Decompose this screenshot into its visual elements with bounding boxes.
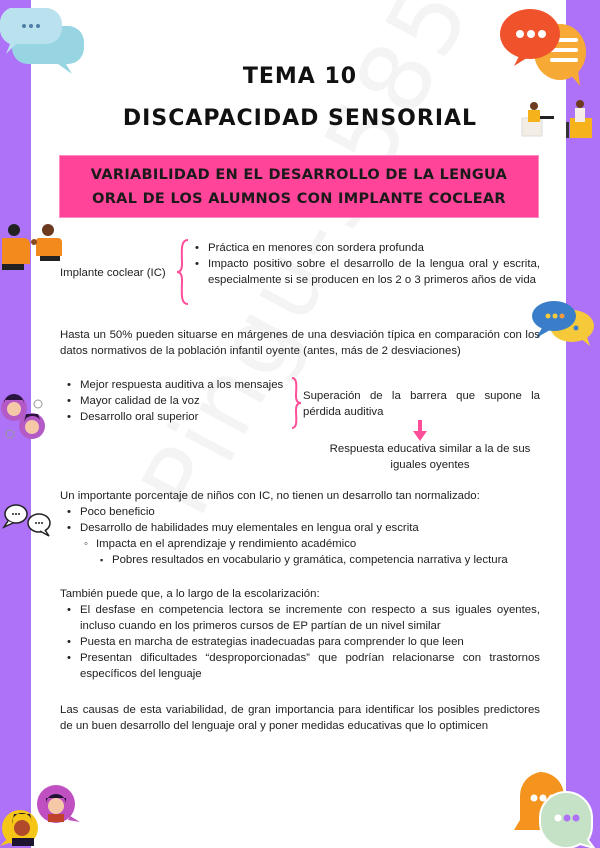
list-item: • Mejor respuesta auditiva a los mensajes (62, 377, 302, 393)
right-brace-icon (290, 376, 302, 430)
list-item: • Poco beneficio (62, 504, 542, 520)
list-item: • Desarrollo de habilidades muy elementales en lengua oral y escrita (62, 520, 542, 536)
chat-avatars-icon (0, 392, 50, 442)
not-normal-sublist (62, 536, 542, 552)
list-item: ◦ Impacta en el aprendizaje y rendimiento académico (62, 536, 542, 552)
list-item: • Práctica en menores con sordera profunda (190, 240, 540, 256)
not-normal-subsublist (62, 552, 542, 568)
not-normal-intro: Un importante porcentaje de niños con IC, no tienen un desarrollo tan normalizado: (60, 490, 480, 502)
speech-bubbles-orange-green-icon (514, 768, 600, 848)
speech-bubbles-outline-icon (2, 502, 54, 538)
paragraph-causes: Las causas de esta variabilidad, de gran importancia para identificar los posibles predictores de un buen desarrollo del lenguaje oral y poner medidas educativas que lo optimicen (60, 704, 540, 732)
down-arrow-icon (413, 420, 427, 442)
school-list (62, 602, 540, 682)
benefits-result: Superación de la barrera que supone la pérdida auditiva (303, 390, 540, 418)
page-title: TEMA 10 (242, 64, 358, 89)
list-item: • Puesta en marcha de estrategias inadecuadas para comprender lo que leen (62, 634, 540, 650)
page-subtitle: DISCAPACIDAD SENSORIAL (122, 106, 478, 131)
ic-list (190, 240, 540, 288)
benefits-consequence: Respuesta educativa similar a la de sus iguales oyentes (329, 443, 531, 471)
school-intro: También puede que, a lo largo de la escolarización: (60, 588, 320, 600)
not-normal-list (62, 504, 542, 536)
banner-line-1: VARIABILIDAD EN EL DESARROLLO DE LA LENGUA (90, 166, 508, 183)
list-item: • Desarrollo oral superior (62, 409, 302, 425)
list-item: • Presentan dificultades “desproporcionadas” que podrían relacionarse con trastornos específicos del lenguaje (62, 650, 540, 682)
ic-label: Implante coclear (IC) (60, 267, 166, 279)
list-item: ▪ Pobres resultados en vocabulario y gramática, competencia narrativa y lectura (62, 552, 542, 568)
speech-bubbles-colorful-icon (530, 298, 600, 348)
sign-language-people-icon (0, 220, 64, 276)
paragraph-50-percent: Hasta un 50% pueden situarse en márgenes de una desviación típica en comparación con los datos normativos de la población infantil oyente (antes, más de 2 desviaciones) (60, 329, 540, 357)
list-item: • Mayor calidad de la voz (62, 393, 302, 409)
benefits-list (62, 377, 302, 425)
list-item: • Impacto positivo sobre el desarrollo de la lengua oral y escrita, especialmente si se producen en los 2 o 3 primeros años de vida (190, 256, 540, 288)
left-brace-icon (176, 238, 190, 306)
list-item: • El desfase en competencia lectora se incremente con respecto a sus iguales oyentes, incluso cuando en los primeros cursos de EP partían de un nivel similar (62, 602, 540, 634)
section-banner (59, 155, 539, 218)
banner-line-2: ORAL DE LOS ALUMNOS CON IMPLANTE COCLEAR (92, 190, 506, 207)
avatar-bubbles-icon (0, 782, 85, 848)
